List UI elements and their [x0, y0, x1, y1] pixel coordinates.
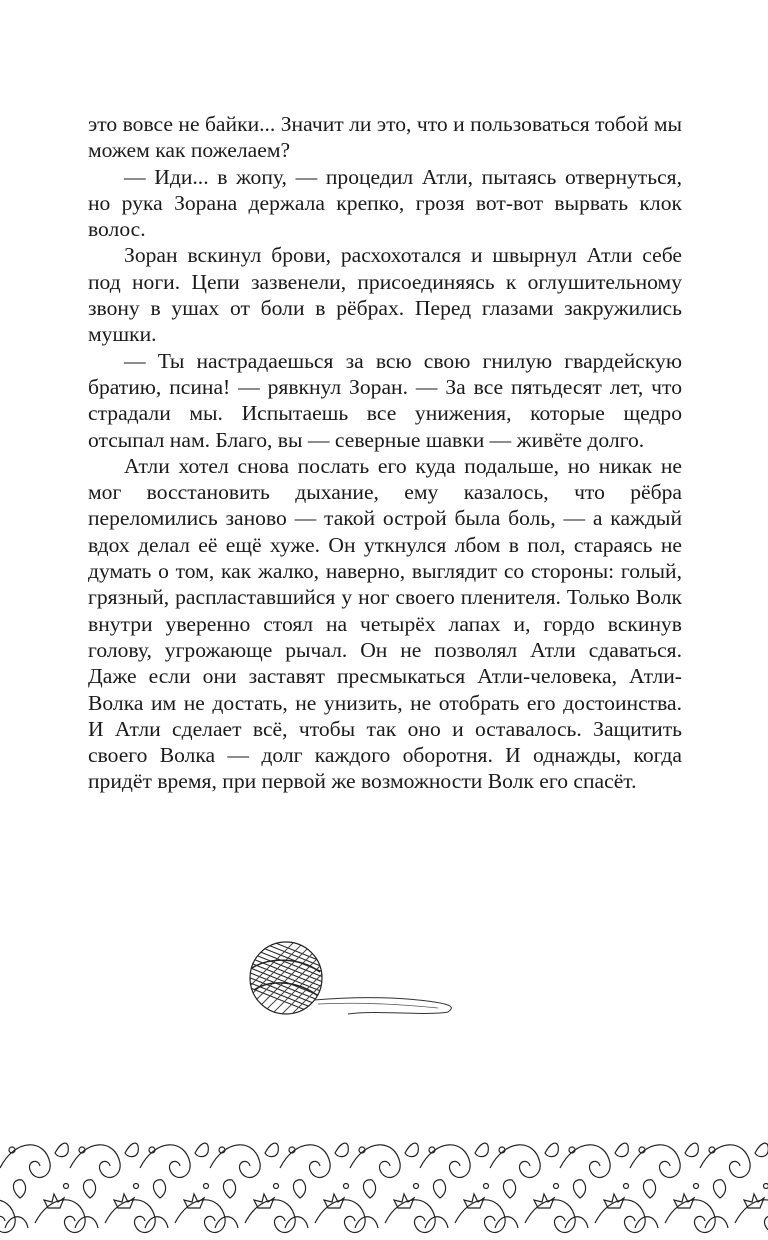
floral-ornament-border — [0, 1128, 768, 1240]
paragraph-3: Зоран вскинул брови, расхохотался и швырнул Атли себе под ноги. Цепи зазвенели, присоединяясь к оглушительному звону в ушах от боли в рёбрах. Перед глазами закружились мушки. — [88, 243, 682, 347]
body-text — [88, 111, 682, 795]
paragraph-5: Атли хотел снова послать его куда подальше, но никак не мог восстановить дыхание, ему казалось, что рёбра переломились заново — такой острой была боль, — а каждый вдох делал её ещё хуже. Он уткнулся лбом в пол, стараясь не думать о том, как жалко, наверно, выглядит со стороны: голый, грязный, распластавшийся у ног своего пленителя. Только Волк внутри уверенно стоял на четырёх лапах и, гордо вскинув голову, угрожающе рычал. Он не позволял Атли сдаваться. Даже если они заставят пресмыкаться Атли-человека, Атли-Волка им не достать, не унизить, не отобрать его достоинства. И Атли сделает всё, чтобы так оно и оставалось. Защитить своего Волка — долг каждого оборотня. И однажды, когда придёт время, при первой же возможности Волк его спасёт. — [88, 453, 682, 794]
paragraph-1: это вовсе не байки... Значит ли это, что и пользоваться тобой мы можем как пожелаем? — [88, 112, 682, 163]
paragraph-2: — Иди... в жопу, — процедил Атли, пытаясь отвернуться, но рука Зорана держала крепко, грозя вот-вот вырвать клок волос. — [88, 164, 682, 242]
yarn-ball-illustration — [248, 938, 460, 1038]
paragraph-4: — Ты настрадаешься за всю свою гнилую гвардейскую братию, псина! — рявкнул Зоран. — За все пятьдесят лет, что страдали мы. Испытаешь все унижения, которые щедро отсыпал нам. Благо, вы — северные шавки — живёте долго. — [88, 348, 682, 452]
